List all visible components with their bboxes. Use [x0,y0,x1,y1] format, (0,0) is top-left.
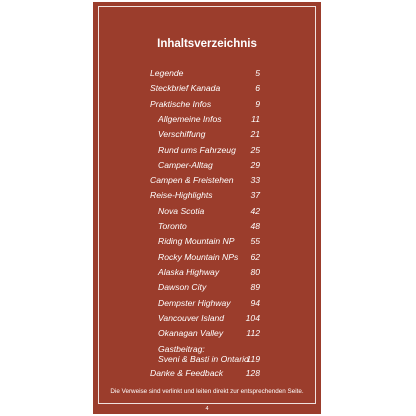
toc-entry[interactable]: Campen & Freistehen 33 [150,175,260,185]
toc-entry[interactable]: Vancouver Island 104 [158,313,260,323]
toc-entry[interactable]: Reise-Highlights 37 [150,190,260,200]
toc-entry[interactable]: Steckbrief Kanada 6 [150,83,260,93]
toc-entry[interactable]: Camper-Alltag 29 [158,160,260,170]
toc-list [93,2,321,414]
toc-entry[interactable]: Riding Mountain NP 55 [158,236,260,246]
footer-note: Die Verweise sind verlinkt und leiten direkt zur entsprechenden Seite. [110,388,304,395]
toc-entry[interactable]: Allgemeine Infos 11 [158,114,260,124]
toc-entry[interactable]: Okanagan Valley 112 [158,328,260,338]
toc-entry[interactable]: Praktische Infos 9 [150,99,260,109]
page-number: 4 [205,406,209,412]
toc-entry[interactable]: Dempster Highway 94 [158,298,260,308]
toc-title: Inhaltsverzeichnis [157,38,257,50]
toc-entry[interactable]: Gastbeitrag: Sveni & Basti in Ontario 119 [158,344,260,364]
toc-entry[interactable]: Danke & Feedback 128 [150,368,260,378]
toc-entry[interactable]: Toronto 48 [158,221,260,231]
toc-entry[interactable]: Rocky Mountain NPs 62 [158,252,260,262]
toc-entry[interactable]: Rund ums Fahrzeug 25 [158,145,260,155]
toc-entry[interactable]: Nova Scotia 42 [158,206,260,216]
toc-entry[interactable]: Alaska Highway 80 [158,267,260,277]
toc-entry[interactable]: Legende 5 [150,68,260,78]
toc-entry[interactable]: Dawson City 89 [158,282,260,292]
toc-page [93,2,321,414]
toc-entry[interactable]: Verschiffung 21 [158,129,260,139]
